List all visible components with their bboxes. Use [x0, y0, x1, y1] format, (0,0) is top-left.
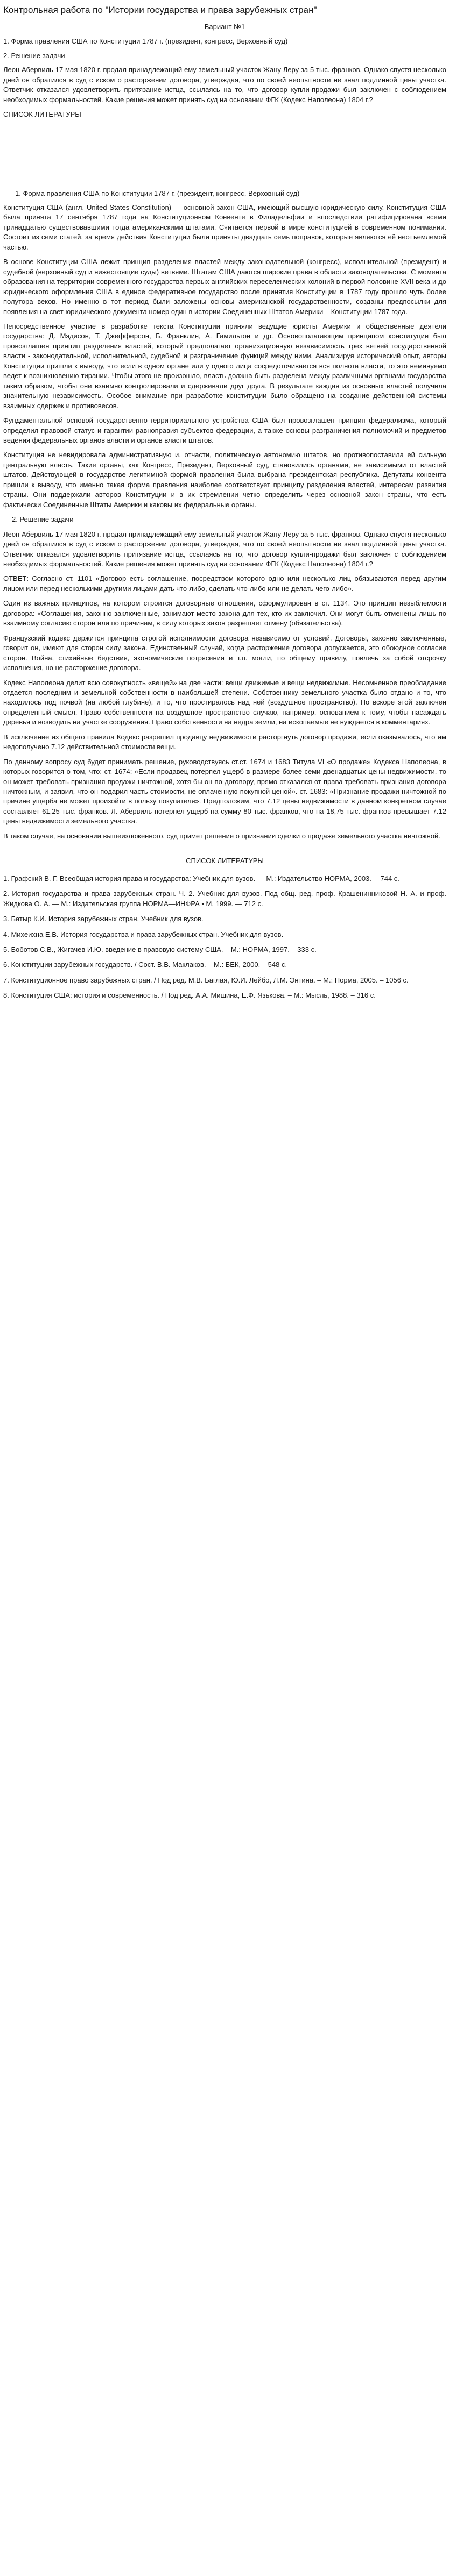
answer-paragraph: По данному вопросу суд будет принимать решение, руководствуясь ст.ст. 1674 и 1683 Титула VI «О продаже» Кодекса Наполеона, в которых говорится о том, что: ст. 1674: «Если продавец потерпел ущерб в размере более семи двенадцатых цены недвижимости, то он может требовать признания продажи ничтожной, хотя бы он по договору, прямо отказался от права требовать признания договора ничтожным, и заявил, что он подарил часть стоимости, не оплаченную покупной ценой». ст. 1683: «Признание продажи ничтожной по причине ущерба не может произойти в пользу покупателя». Предположим, что 7.12 цены недвижимости в данном конкретном случае составляет 61,25 тыс. франков. Л. Абервиль потерпел ущерб на сумму 80 тыс. франков, что на 18,75 тыс. франков превышает 7.12 цены недвижимости земельного участка.	[3, 757, 446, 826]
answer-paragraph: ОТВЕТ: Согласно ст. 1101 «Договор есть соглашение, посредством которого одно или несколько лиц обязываются перед другим лицом или перед несколькими другими лицами дать что-либо, сделать что-либо или не делать чего-либо».	[3, 574, 446, 593]
body-paragraph: Непосредственное участие в разработке текста Конституции приняли ведущие юристы Америки и общественные деятели государства: Д. Мэдисон, Т. Джефферсон, Б. Франклин, А. Гамильтон и др. Основополагающим принципом конституции был провозглашен принцип разделения властей, который предполагает организационную независимость трех ветвей государственной власти - законодательной, исполнительной, судебной и разграничение функций между ними. Анализируя исторический опыт, авторы Конституции пришли к выводу, что если в одном органе или у одного лица сосредоточивается вся полнота власти, то это неминуемо ведет к возникновению тирании. Чтобы этого не произошло, власть должна быть разделена между различными органами государства таким образом, чтобы они взаимно контролировали и сдерживали друг друга. В результате каждая из основных властей получила значительную независимость. Особое внимание при разработке конституции было обращено на создание действенной системы взаимных сдержек и противовесов.	[3, 322, 446, 410]
page-gap	[3, 124, 446, 189]
reference-item: 1. Графский В. Г. Всеобщая история права и государства: Учебник для вузов. — М.: Издательство НОРМА, 2003. —744 с.	[3, 874, 399, 883]
answer-paragraph: Французский кодекс держится принципа строгой исполнимости договора независимо от условий. Договоры, законно заключенные, говорит он, имеют для сторон силу закона. Единственный случай, когда расторжение договора допускается, это обоюдное согласие сторон. Война, стихийные бедствия, экономические потрясения и т.п. могли, по общему правилу, повлечь за собой отсрочку исполнения, но не расторжение договора.	[3, 634, 446, 672]
references-title: СПИСОК ЛИТЕРАТУРЫ	[186, 857, 264, 865]
reference-item: 6. Конституции зарубежных государств. / Сост. В.В. Маклаков. – М.: БЕК, 2000. – 548 с.	[3, 960, 287, 969]
reference-item: 5. Боботов С.В., Жигачев И.Ю. введение в правовую систему США. – М.: НОРМА, 1997. – 333 с.	[3, 945, 317, 954]
reference-item: 2. История государства и права зарубежных стран. Ч. 2. Учебник для вузов. Под общ. ред. проф. Крашенинниковой Н. А. и проф. Жидкова О. А. — М.: Издательская группа НОРМА—ИНФРА • М, 1999. — 712 с.	[3, 889, 446, 908]
answer-paragraph: В таком случае, на основании вышеизложенного, суд примет решение о признании сделки о продаже земельного участка ничтожной.	[3, 831, 440, 840]
question-2-heading: 2. Решение задачи	[3, 51, 65, 60]
reference-item: 7. Конституционное право зарубежных стран. / Под ред. М.В. Баглая, Ю.И. Лейбо, Л.М. Энтина. – М.: Норма, 2005. – 1056 с.	[3, 976, 409, 984]
body-paragraph: Конституция США (англ. United States Constitution) — основной закон США, имеющий высшую юридическую силу. Конституция США была принята 17 сентября 1787 года на Конституционном Конвенте в Филадельфии и впоследствии ратифицирована всеми тринадцатью существовавшими тогда американскими штатами. Считается первой в мире конституцией в современном понимании. Состоит из семи статей, за время действия Конституции были приняты двадцать семь поправок, которые являются её неотъемлемой частью.	[3, 203, 446, 251]
references-list	[3, 874, 446, 1001]
section-1-heading: 1. Форма правления США по Конституции 1787 г. (президент, конгресс, Верховный суд)	[15, 189, 300, 197]
question-1-heading: 1. Форма правления США по Конституции 1787 г. (президент, конгресс, Верховный суд)	[3, 37, 288, 46]
task-text: Леон Абервиль 17 мая 1820 г. продал принадлежащий ему земельный участок Жану Леру за 5 тыс. франков. Однако спустя несколько дней он обратился в суд с иском о расторжении договора, утверждая, что по своей неопытности не знал подлинной цены участка. Ответчик отказался удовлетворить притязание истца, ссылаясь на то, что договор купли-продажи был заключен с соблюдением необходимых формальностей. Какие решения может принять суд на основании ФГК (Кодекс Наполеона) 1804 г.?	[3, 66, 446, 104]
reference-item: 4. Михеихна Е.В. История государства и права зарубежных стран. Учебник для вузов.	[3, 930, 284, 938]
reference-item: 3. Батыр К.И. История зарубежных стран. Учебник для вузов.	[3, 915, 204, 923]
body-paragraph: Фундаментальной основой государственно-территориального устройства США был провозглашен принцип федерализма, который определил правовой статус и гарантии равноправия субъектов федерации, а также основы разграничения полномочий и предметов ведения федеральных органов власти и органов власти штатов.	[3, 416, 446, 444]
variant-label: Вариант №1	[204, 22, 245, 31]
answer-paragraph: В исключение из общего правила Кодекс разрешил продавцу недвижимости расторгнуть договор продажи, если оказывалось, что им недополучено 7.12 действительной стоимости вещи.	[3, 732, 446, 751]
task-text-repeat: Леон Абервиль 17 мая 1820 г. продал принадлежащий ему земельный участок Жану Леру за 5 тыс. франков. Однако спустя несколько дней он обратился в суд с иском о расторжении договора, утверждая, что по своей неопытности не знал подлинной цены участка. Ответчик отказался удовлетворить притязание истца, ссылаясь на то, что договор купли-продажи был заключен с соблюдением необходимых формальностей. Какие решения может принять суд на основании ФГК (Кодекс Наполеона) 1804 г.?	[3, 530, 446, 568]
section-2-heading: 2. Решение задачи	[12, 515, 74, 524]
document-title: Контрольная работа по "Истории государства и права зарубежных стран"	[3, 5, 317, 15]
answer-paragraph: Один из важных принципов, на котором строится договорные отношения, сформулирован в ст. 1134. Это принцип незыблемости договора: «Соглашения, законно заключенные, занимают место закона для тех, кто их заключил. Они могут быть отменены лишь по взаимному согласию сторон или по причинам, в силу которых закон разрешает отмену (обязательства).	[3, 599, 446, 628]
body-paragraph: Конституция не невидировала административную и, отчасти, политическую автономию штатов, но противопоставила ей сильную центральную власть. Такие органы, как Конгресс, Президент, Верховный суд, становились органами, не зависимыми от властей штатов. Действующей в государстве легитимной формой правления была выбрана президентская республика. Депутаты конвента пришли к выводу, что именно такая форма правления наиболее соответствует принципу разделения властей, интересам развития страны. Они поддержали авторов Конституции и в их стремлении четко определить через основной закон страны, что есть фактически Соединенные Штаты Америки и каковы их федеральные органы.	[3, 451, 446, 509]
answer-paragraph: Кодекс Наполеона делит всю совокупность «вещей» на две части: вещи движимые и вещи недвижимые. Несомненное преобладание отдается последним и земельной собственности в наибольшей степени. Собственнику земельного участка было отдано и то, что находилось под почвой (на любой глубине), и то, что простиралось над ней (воздушное пространство). Но вскоре этой заключен определенный смысл. Право собственности на воздушное пространство случаю, например, основанием к тому, чтобы насаждать деревья и возводить на участке сооружения. Право собственности на недра земли, на ископаемые не нуждается в комментариях.	[3, 678, 446, 727]
document-page	[0, 0, 450, 1022]
references-label: СПИСОК ЛИТЕРАТУРЫ	[3, 110, 81, 119]
reference-item: 8. Конституция США: история и современность. / Под ред. А.А. Мишина, Е.Ф. Язькова. – М.: Мысль, 1988. – 316 с.	[3, 991, 376, 1000]
body-paragraph: В основе Конституции США лежит принцип разделения властей между законодательной (конгресс), исполнительной (президент) и судебной (верховный суд и нижестоящие суды) ветвями. Штатам США даются широкие права в области законодательства. С момента образования на территории современного государства первых английских переселенческих колоний в первой половине XVII века и до юридического оформления США в единое федеративное государство после принятия Конституции в 1787 году прошло чуть более полутора веков. Но именно в тот период были заложены основы американской государственности, созданы предпосылки для появления на свет юридического документа номер один в истории Соединенных Штатов Америки – Конституции 1787 года.	[3, 258, 446, 316]
